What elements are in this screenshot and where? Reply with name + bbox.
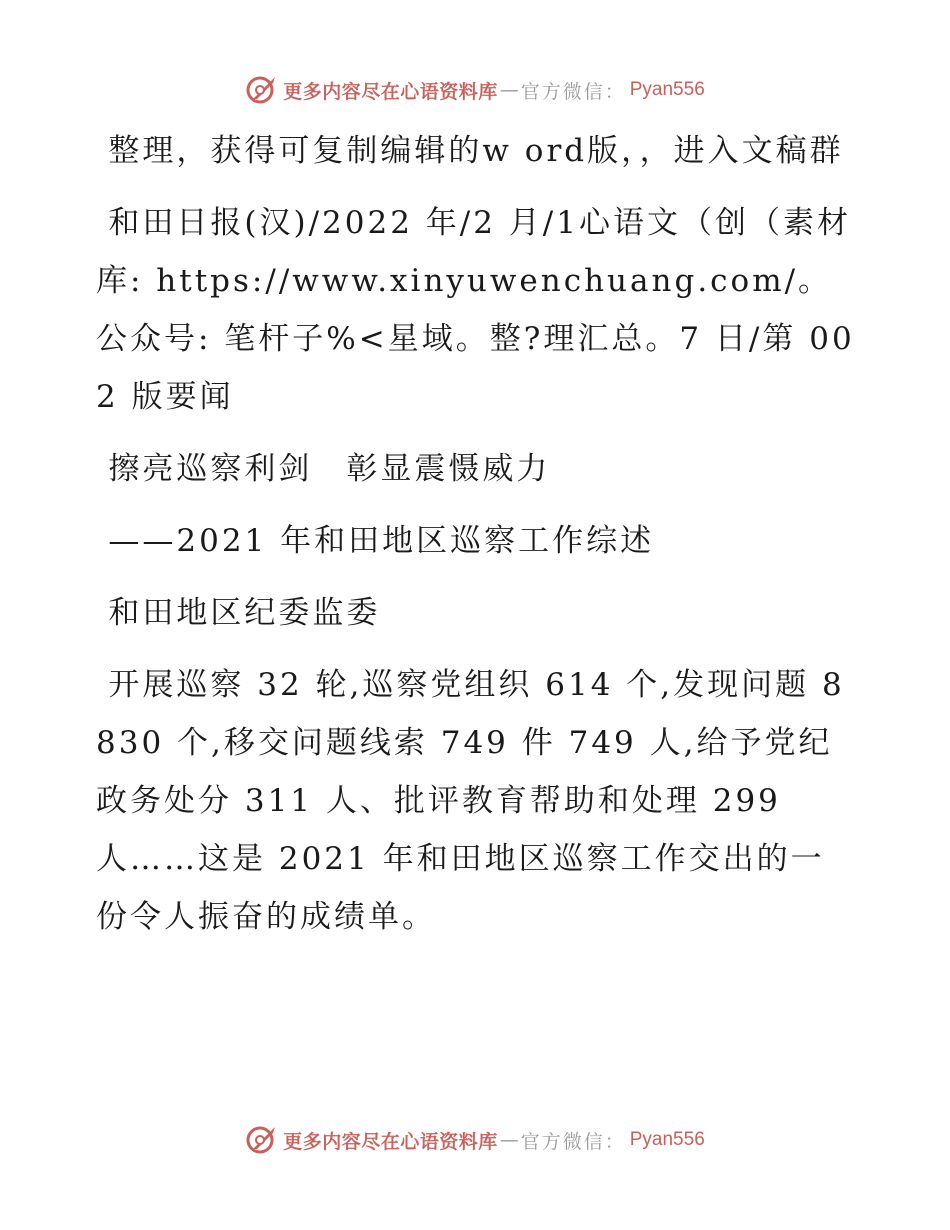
document-body: [96, 122, 856, 960]
article-author: 和田地区纪委监委: [108, 595, 381, 631]
footer-slogan: 更多内容尽在心语资料库: [283, 1130, 498, 1153]
article-subtitle: ——2021 年和田地区巡察工作综述: [108, 523, 655, 559]
header-official-label: 官方微信：: [520, 80, 626, 103]
footer-official-label: 官方微信：: [520, 1130, 626, 1153]
article-title: 擦亮巡察利剑 彰显震慑威力: [108, 451, 551, 487]
header-watermark: [0, 70, 950, 110]
paragraph-body: 开展巡察 32 轮,巡察党组织 614 个,发现问题 8830 个,移交问题线索 749 件 749 人,给予党纪政务处分 311 人、批评教育帮助和处理 299 人……这是 2021 年和田地区巡察工作交出的一份令人振奋的成绩单。: [96, 667, 845, 935]
quill-logo-icon: [245, 1123, 279, 1157]
footer-wechat-id: Pyan556: [629, 1129, 705, 1150]
quill-logo-icon: [245, 73, 279, 107]
paragraph-intro: 整理，获得可复制编辑的w ord版，，进入文稿群: [108, 133, 844, 169]
paragraph-source: 和田日报(汉)/2022 年/2 月/1心语文（创（素材库: https://www.xinyuwenchuang.com/。公众号: 笔杆子%<星域。整?理汇总。7 日/第 002 版要闻: [96, 205, 855, 415]
header-separator: —: [499, 79, 519, 101]
header-slogan: 更多内容尽在心语资料库: [283, 80, 498, 103]
footer-watermark: [0, 1120, 950, 1160]
footer-separator: —: [499, 1129, 519, 1151]
header-wechat-id: Pyan556: [629, 79, 705, 100]
